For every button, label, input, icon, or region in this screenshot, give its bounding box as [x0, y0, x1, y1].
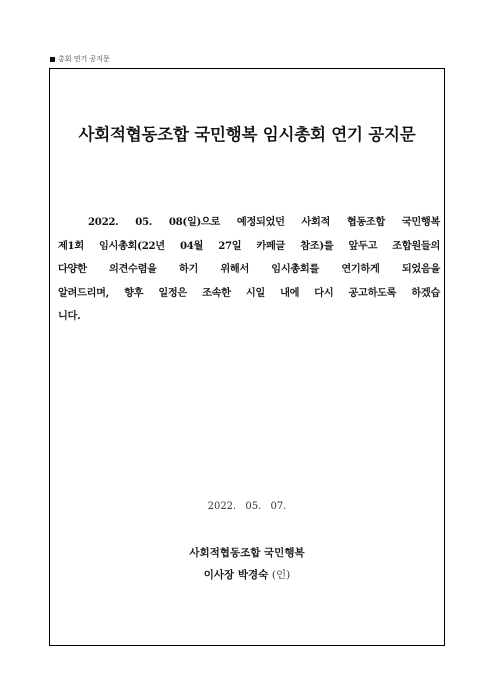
body-line: 다양한 의견수렴을 하기 위해서 임시총회를 연기하게 되었음을: [58, 263, 440, 276]
body-line: 제1회 임시총회(22년 04월 27일 카페글 참조)를 앞두고 조합원들의: [58, 239, 440, 252]
document-title: 사회적협동조합 국민행복 임시총회 연기 공지문: [78, 125, 416, 144]
body-line: 2022. 05. 08(일)으로 예정되었던 사회적 협동조합 국민행복: [88, 216, 440, 228]
document-frame: [49, 68, 445, 646]
square-bullet-icon: [50, 57, 55, 62]
signer-name: 이사장 박경숙: [203, 569, 269, 581]
document-header-label: [50, 53, 110, 65]
document-date: 2022. 05. 07.: [207, 501, 287, 512]
body-line: 알려드리며, 향후 일정은 조속한 시일 내에 다시 공고하도록 하겠습: [58, 286, 440, 299]
signer-line: [50, 567, 444, 582]
body-line: 니다.: [58, 310, 81, 323]
document-body: [58, 211, 440, 329]
issuing-organization: 사회적협동조합 국민행복: [189, 547, 305, 559]
header-label-text: 총회 연기 공지문: [58, 55, 110, 63]
seal-mark: (인): [271, 569, 291, 581]
